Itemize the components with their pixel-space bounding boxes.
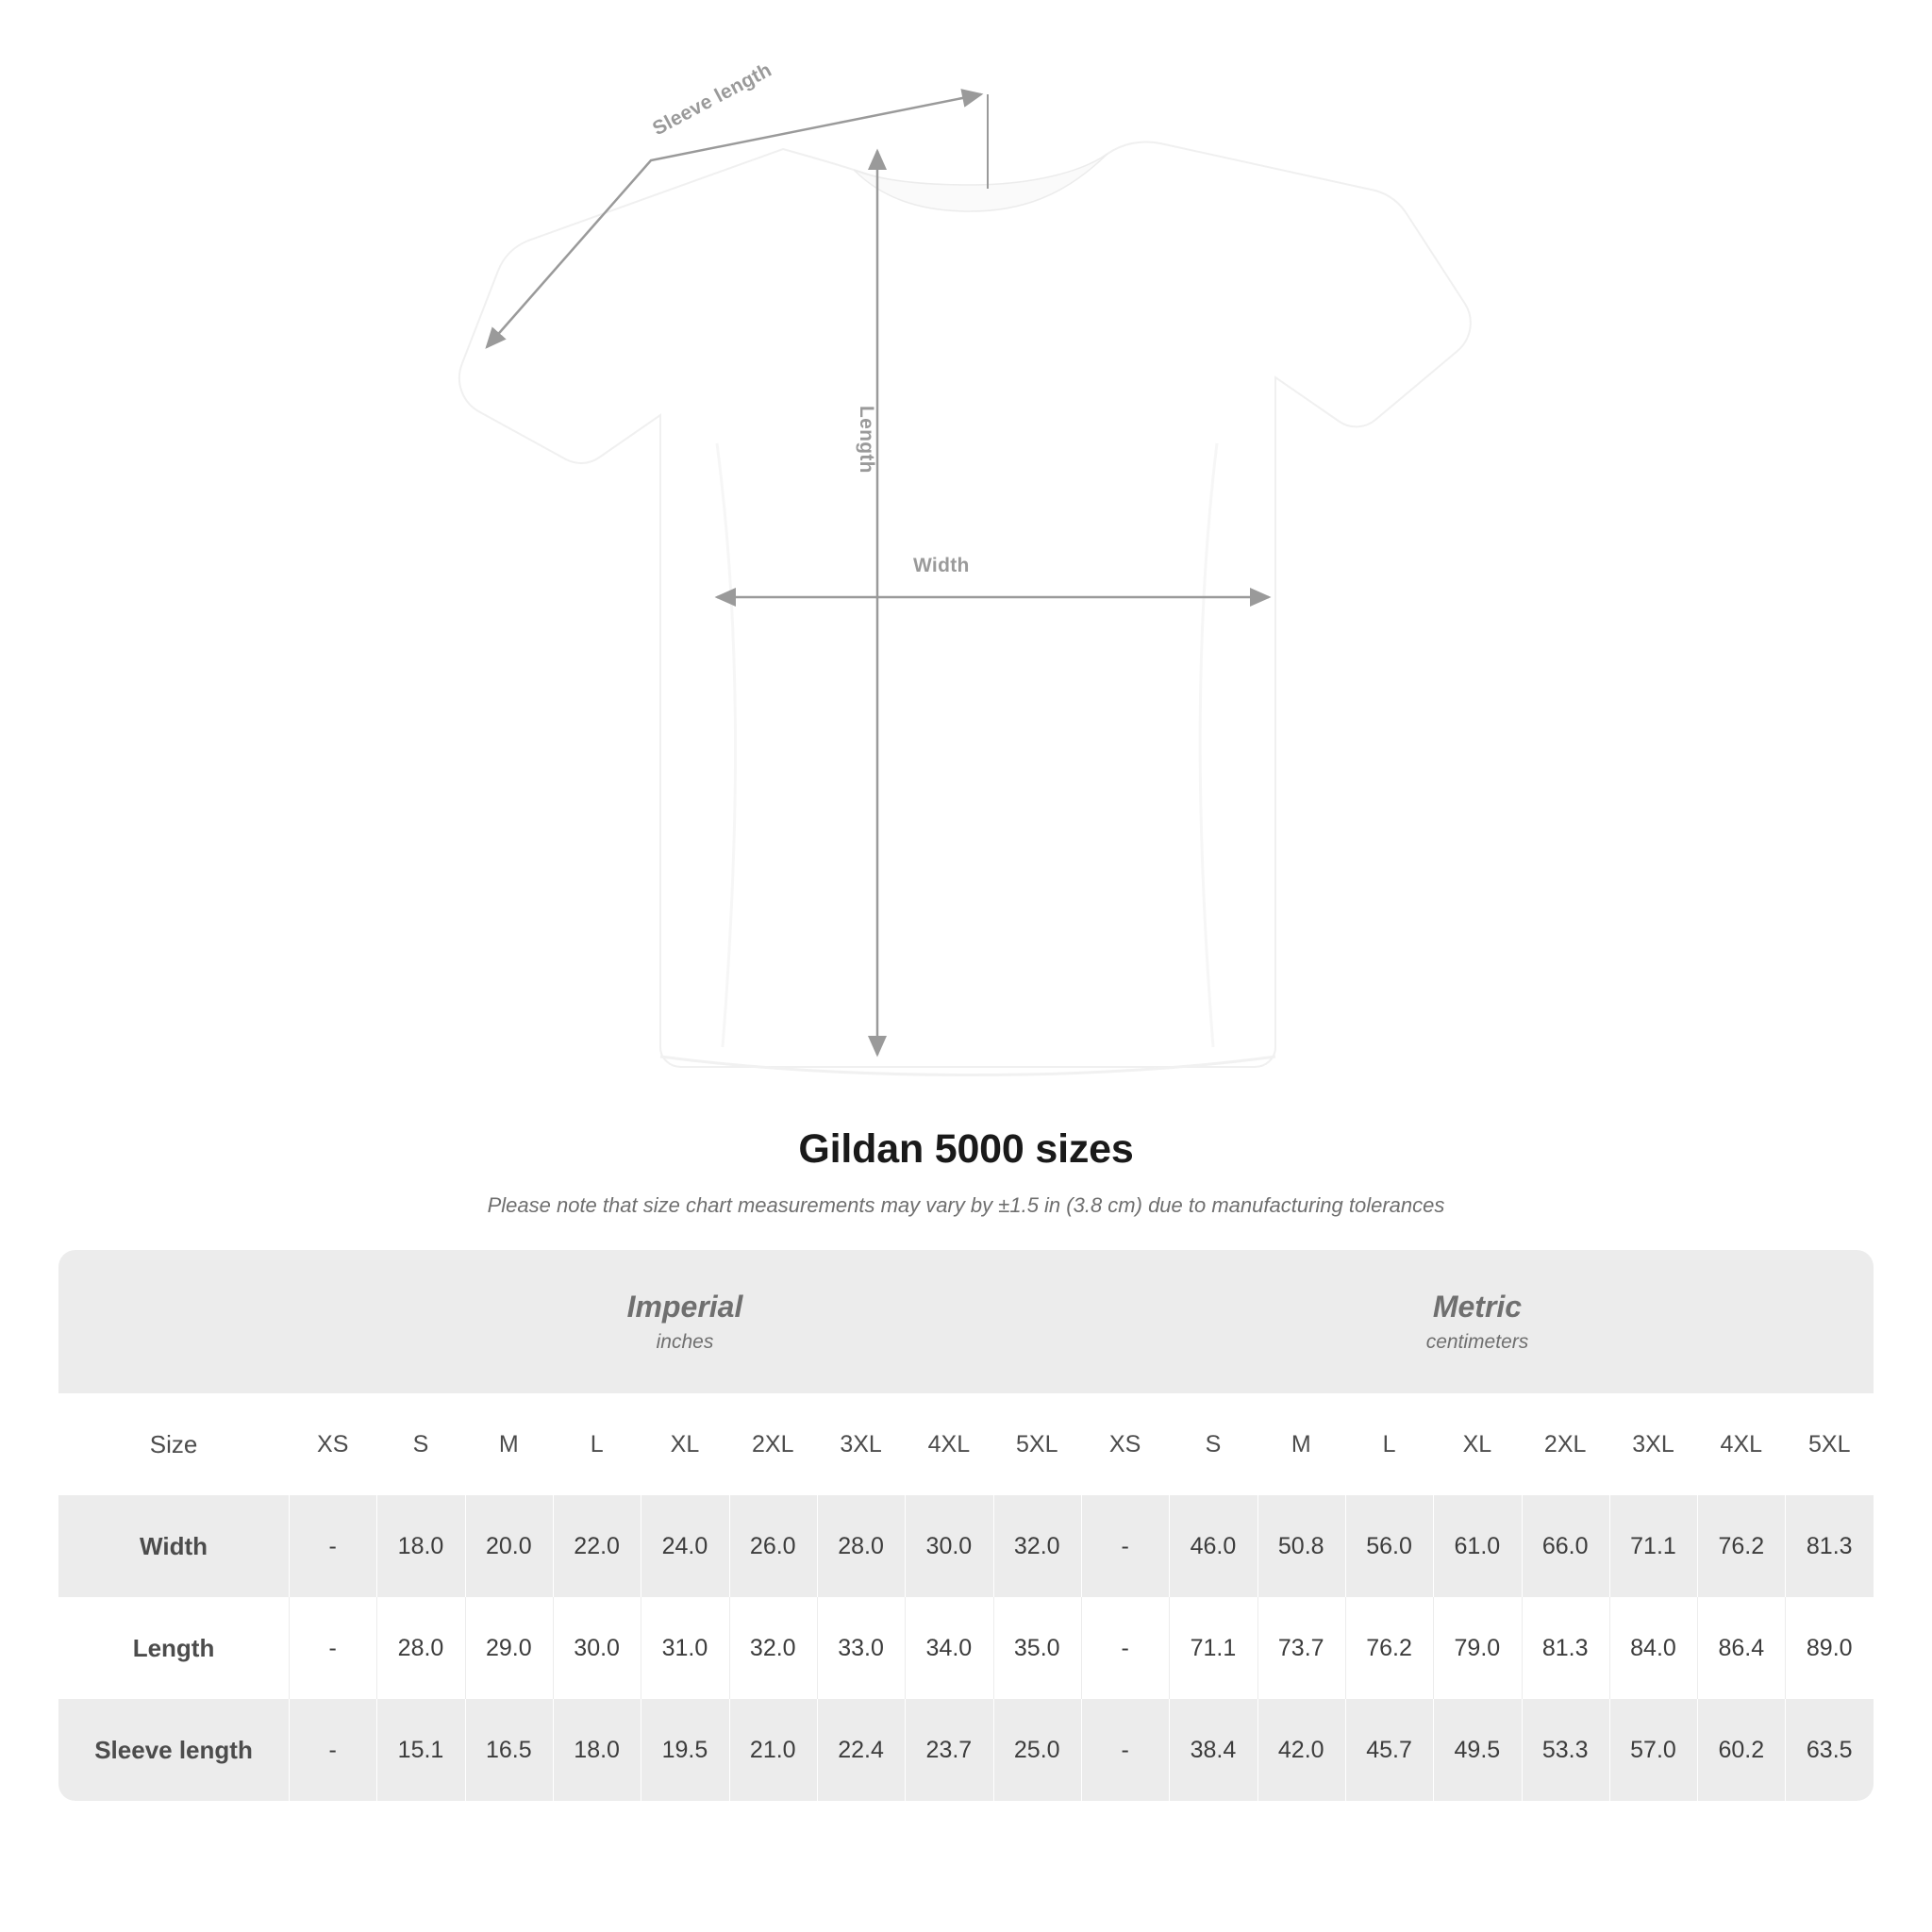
cell-width-metric-xs: - <box>1081 1495 1169 1597</box>
cell-sleeve-metric-l: 45.7 <box>1345 1699 1433 1801</box>
unit-header-spacer <box>58 1250 289 1393</box>
table-row <box>58 1699 1874 1801</box>
cell-width-imperial-xl: 24.0 <box>641 1495 728 1597</box>
sleeve-length-label: Sleeve length <box>649 58 775 141</box>
cell-length-metric-2xl: 81.3 <box>1522 1597 1609 1699</box>
cell-length-imperial-2xl: 32.0 <box>729 1597 817 1699</box>
cell-length-metric-5xl: 89.0 <box>1785 1597 1874 1699</box>
size-header-imperial-xl: XL <box>641 1393 728 1495</box>
size-header-imperial-5xl: 5XL <box>993 1393 1081 1495</box>
size-table <box>58 1250 1874 1801</box>
cell-length-imperial-3xl: 33.0 <box>817 1597 905 1699</box>
unit-metric-name: Metric <box>1432 1290 1523 1324</box>
cell-width-metric-l: 56.0 <box>1345 1495 1433 1597</box>
cell-sleeve-metric-xl: 49.5 <box>1433 1699 1521 1801</box>
cell-sleeve-metric-4xl: 60.2 <box>1697 1699 1785 1801</box>
size-header-imperial-l: L <box>553 1393 641 1495</box>
size-header-imperial-m: M <box>465 1393 553 1495</box>
cell-width-metric-xl: 61.0 <box>1433 1495 1521 1597</box>
unit-metric-sub: centimeters <box>1425 1330 1529 1353</box>
cell-length-metric-s: 71.1 <box>1169 1597 1257 1699</box>
cell-width-metric-4xl: 76.2 <box>1697 1495 1785 1597</box>
size-header-metric-l: L <box>1345 1393 1433 1495</box>
cell-length-imperial-5xl: 35.0 <box>993 1597 1081 1699</box>
unit-imperial-sub: inches <box>656 1330 714 1353</box>
size-table-wrapper <box>58 1250 1874 1801</box>
size-header-metric-5xl: 5XL <box>1785 1393 1874 1495</box>
cell-width-imperial-l: 22.0 <box>553 1495 641 1597</box>
size-header-label: Size <box>58 1393 289 1495</box>
row-label-sleeve-length: Sleeve length <box>58 1699 289 1801</box>
cell-length-metric-l: 76.2 <box>1345 1597 1433 1699</box>
title-block <box>0 1126 1932 1218</box>
size-header-metric-4xl: 4XL <box>1697 1393 1785 1495</box>
cell-sleeve-metric-m: 42.0 <box>1257 1699 1345 1801</box>
unit-header-imperial <box>289 1250 1081 1393</box>
cell-sleeve-imperial-3xl: 22.4 <box>817 1699 905 1801</box>
table-row <box>58 1597 1874 1699</box>
cell-width-metric-3xl: 71.1 <box>1609 1495 1697 1597</box>
row-label-width: Width <box>58 1495 289 1597</box>
cell-length-imperial-m: 29.0 <box>465 1597 553 1699</box>
unit-imperial-name: Imperial <box>626 1290 743 1324</box>
size-header-metric-2xl: 2XL <box>1522 1393 1609 1495</box>
cell-length-imperial-s: 28.0 <box>376 1597 464 1699</box>
cell-width-imperial-s: 18.0 <box>376 1495 464 1597</box>
size-header-imperial-s: S <box>376 1393 464 1495</box>
cell-length-metric-xl: 79.0 <box>1433 1597 1521 1699</box>
cell-length-metric-xs: - <box>1081 1597 1169 1699</box>
size-header-metric-xs: XS <box>1081 1393 1169 1495</box>
size-header-imperial-3xl: 3XL <box>817 1393 905 1495</box>
cell-sleeve-metric-5xl: 63.5 <box>1785 1699 1874 1801</box>
size-header-metric-xl: XL <box>1433 1393 1521 1495</box>
cell-length-imperial-xl: 31.0 <box>641 1597 728 1699</box>
size-header-metric-s: S <box>1169 1393 1257 1495</box>
tolerance-note: Please note that size chart measurements may vary by ±1.5 in (3.8 cm) due to manufacturing tolerances <box>487 1193 1445 1217</box>
cell-sleeve-imperial-xs: - <box>289 1699 376 1801</box>
cell-length-metric-3xl: 84.0 <box>1609 1597 1697 1699</box>
size-header-metric-3xl: 3XL <box>1609 1393 1697 1495</box>
width-label: Width <box>913 555 970 576</box>
cell-length-imperial-xs: - <box>289 1597 376 1699</box>
cell-sleeve-imperial-l: 18.0 <box>553 1699 641 1801</box>
cell-length-imperial-4xl: 34.0 <box>905 1597 992 1699</box>
cell-width-imperial-xs: - <box>289 1495 376 1597</box>
cell-width-metric-s: 46.0 <box>1169 1495 1257 1597</box>
unit-header-metric <box>1081 1250 1874 1393</box>
cell-length-imperial-l: 30.0 <box>553 1597 641 1699</box>
cell-sleeve-metric-xs: - <box>1081 1699 1169 1801</box>
size-header-imperial-xs: XS <box>289 1393 376 1495</box>
cell-sleeve-imperial-5xl: 25.0 <box>993 1699 1081 1801</box>
size-header-imperial-4xl: 4XL <box>905 1393 992 1495</box>
table-row <box>58 1495 1874 1597</box>
length-label: Length <box>856 406 877 474</box>
cell-width-metric-2xl: 66.0 <box>1522 1495 1609 1597</box>
cell-sleeve-imperial-4xl: 23.7 <box>905 1699 992 1801</box>
cell-sleeve-imperial-2xl: 21.0 <box>729 1699 817 1801</box>
cell-sleeve-metric-2xl: 53.3 <box>1522 1699 1609 1801</box>
cell-sleeve-imperial-s: 15.1 <box>376 1699 464 1801</box>
cell-width-imperial-m: 20.0 <box>465 1495 553 1597</box>
cell-width-imperial-3xl: 28.0 <box>817 1495 905 1597</box>
cell-width-imperial-5xl: 32.0 <box>993 1495 1081 1597</box>
cell-sleeve-imperial-m: 16.5 <box>465 1699 553 1801</box>
size-header-imperial-2xl: 2XL <box>729 1393 817 1495</box>
cell-length-metric-4xl: 86.4 <box>1697 1597 1785 1699</box>
cell-sleeve-metric-3xl: 57.0 <box>1609 1699 1697 1801</box>
tshirt-shape <box>459 142 1471 1074</box>
cell-width-imperial-2xl: 26.0 <box>729 1495 817 1597</box>
cell-sleeve-imperial-xl: 19.5 <box>641 1699 728 1801</box>
cell-width-metric-5xl: 81.3 <box>1785 1495 1874 1597</box>
size-header-metric-m: M <box>1257 1393 1345 1495</box>
page-title: Gildan 5000 sizes <box>798 1126 1134 1172</box>
cell-length-metric-m: 73.7 <box>1257 1597 1345 1699</box>
size-header-row <box>58 1393 1874 1495</box>
unit-header-row <box>58 1250 1874 1393</box>
row-label-length: Length <box>58 1597 289 1699</box>
cell-width-metric-m: 50.8 <box>1257 1495 1345 1597</box>
cell-width-imperial-4xl: 30.0 <box>905 1495 992 1597</box>
cell-sleeve-metric-s: 38.4 <box>1169 1699 1257 1801</box>
